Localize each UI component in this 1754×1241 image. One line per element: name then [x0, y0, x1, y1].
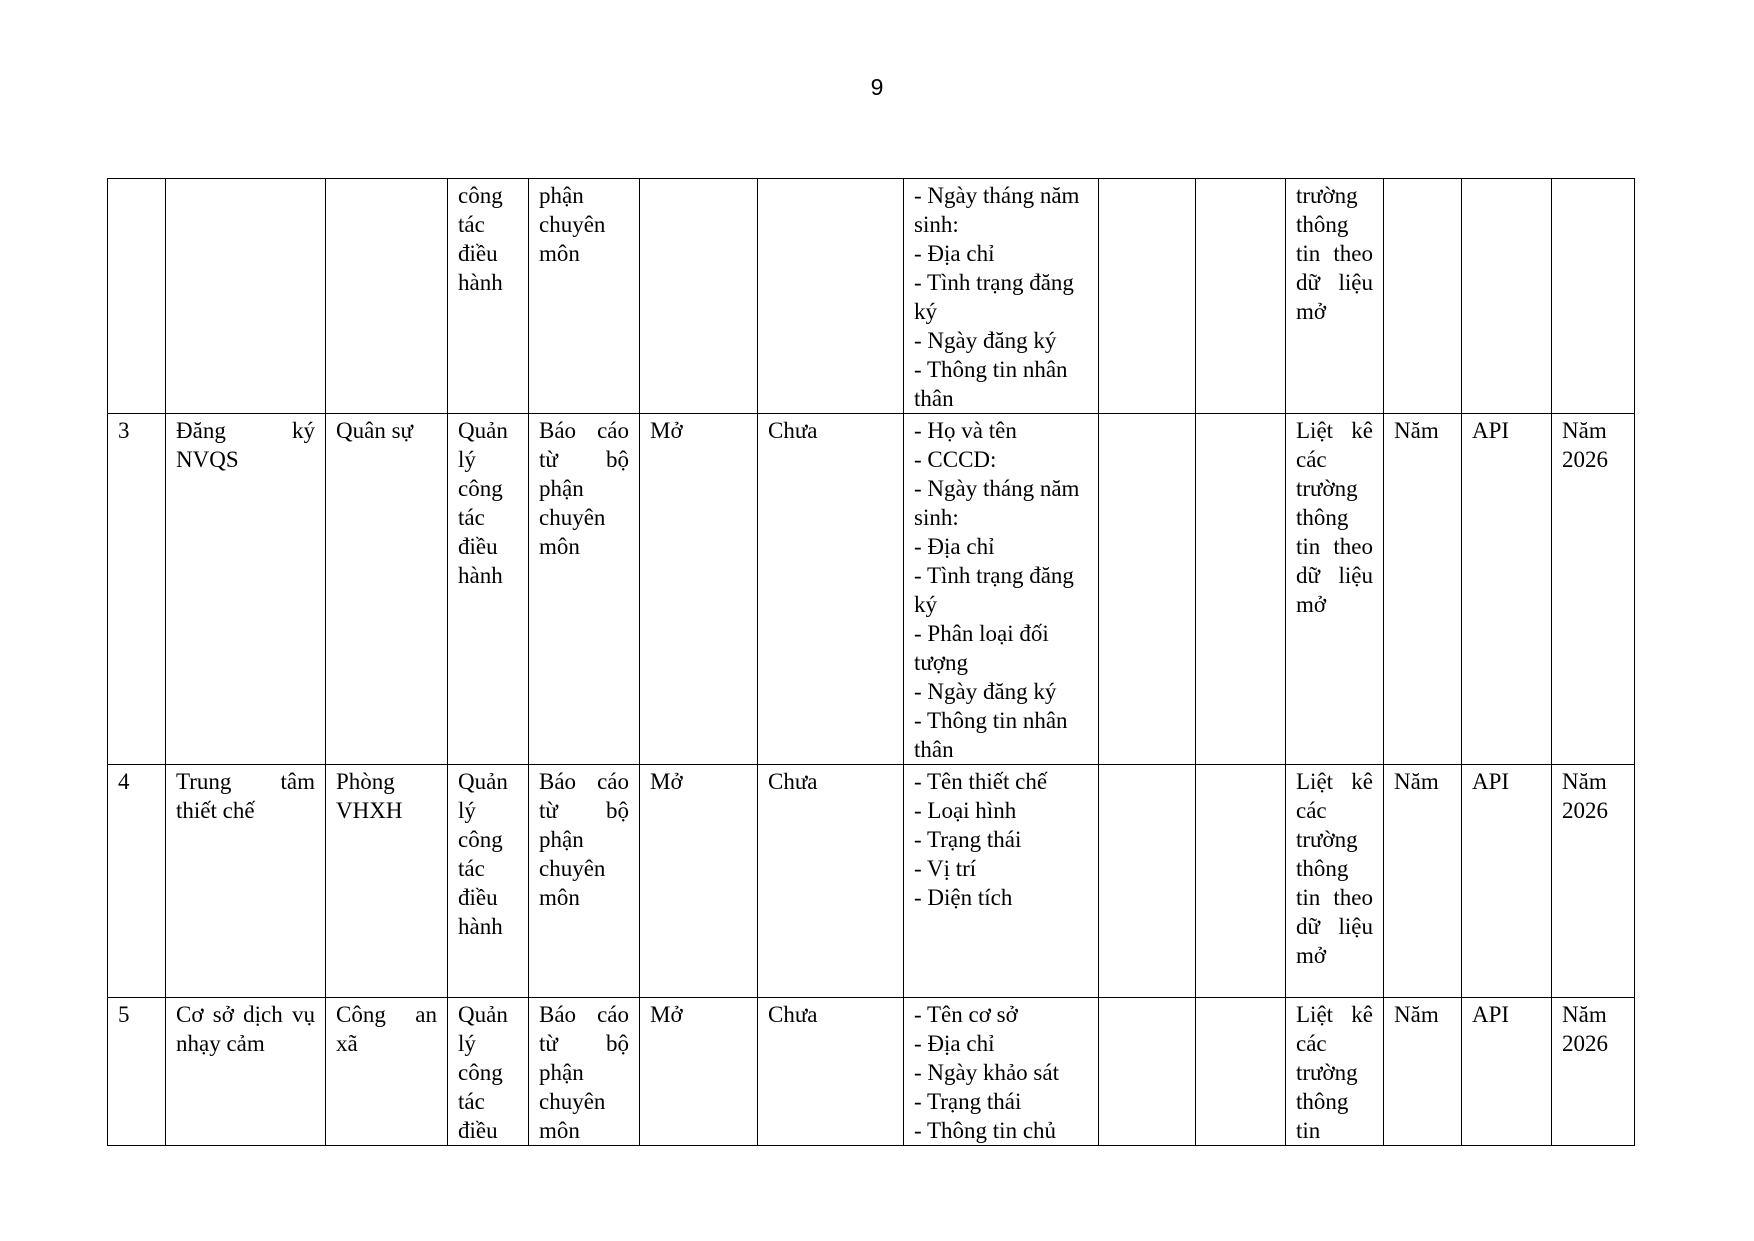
cell-nguon: phận chuyên môn: [529, 179, 640, 414]
cell-phuong-thuc: API: [1462, 765, 1552, 998]
cell-trang-thai: Chưa: [758, 998, 904, 1146]
cell-tan-suat: Năm: [1384, 765, 1462, 998]
cell-truong-thong-tin: - Tên cơ sở - Địa chỉ - Ngày khảo sát - Trạng thái - Thông tin chủ: [904, 998, 1099, 1146]
cell-don-vi: Phòng VHXH: [326, 765, 448, 998]
cell-blank-9: [1099, 998, 1196, 1146]
cell-phuong-thuc: [1462, 179, 1552, 414]
cell-stt: 3: [108, 414, 166, 765]
page-number: 9: [870, 74, 884, 100]
cell-ten: Đăng ký NVQS: [166, 414, 326, 765]
cell-thoi-gian: [1552, 179, 1635, 414]
cell-don-vi: [326, 179, 448, 414]
cell-stt: 4: [108, 765, 166, 998]
cell-phuong-thuc: API: [1462, 414, 1552, 765]
cell-truong-thong-tin: - Ngày tháng năm sinh: - Địa chỉ - Tình trạng đăng ký - Ngày đăng ký - Thông tin nhân thân: [904, 179, 1099, 414]
cell-thoi-gian: Năm 2026: [1552, 765, 1635, 998]
cell-nguon: Báo cáo từ bộ phận chuyên môn: [529, 765, 640, 998]
cell-loai: Mở: [640, 998, 758, 1146]
table-row: [108, 179, 1635, 414]
cell-blank-9: [1099, 765, 1196, 998]
cell-mo-ta: Liệt kê các trường thông tin theo dữ liệu mở: [1286, 414, 1384, 765]
cell-ten: Trung tâm thiết chế: [166, 765, 326, 998]
cell-trang-thai: Chưa: [758, 765, 904, 998]
cell-trang-thai: Chưa: [758, 414, 904, 765]
data-catalog-table: [107, 178, 1635, 1146]
cell-stt: [108, 179, 166, 414]
table-row: [108, 414, 1635, 765]
cell-blank-10: [1196, 765, 1286, 998]
cell-loai: [640, 179, 758, 414]
cell-muc-dich: Quản lý công tác điều hành: [448, 414, 529, 765]
cell-don-vi: Quân sự: [326, 414, 448, 765]
cell-loai: Mở: [640, 414, 758, 765]
cell-blank-10: [1196, 998, 1286, 1146]
cell-tan-suat: [1384, 179, 1462, 414]
cell-blank-10: [1196, 414, 1286, 765]
cell-tan-suat: Năm: [1384, 998, 1462, 1146]
cell-blank-9: [1099, 414, 1196, 765]
cell-muc-dich: Quản lý công tác điều: [448, 998, 529, 1146]
cell-truong-thong-tin: - Họ và tên - CCCD: - Ngày tháng năm sinh: - Địa chỉ - Tình trạng đăng ký - Phân loại đối tượng - Ngày đăng ký - Thông tin nhân thân: [904, 414, 1099, 765]
cell-mo-ta: trường thông tin theo dữ liệu mở: [1286, 179, 1384, 414]
cell-don-vi: Công an xã: [326, 998, 448, 1146]
cell-nguon: Báo cáo từ bộ phận chuyên môn: [529, 414, 640, 765]
table-row: [108, 765, 1635, 998]
cell-blank-10: [1196, 179, 1286, 414]
cell-thoi-gian: Năm 2026: [1552, 414, 1635, 765]
cell-nguon: Báo cáo từ bộ phận chuyên môn: [529, 998, 640, 1146]
cell-thoi-gian: Năm 2026: [1552, 998, 1635, 1146]
cell-muc-dich: công tác điều hành: [448, 179, 529, 414]
cell-loai: Mở: [640, 765, 758, 998]
cell-stt: 5: [108, 998, 166, 1146]
cell-mo-ta: Liệt kê các trường thông tin: [1286, 998, 1384, 1146]
cell-phuong-thuc: API: [1462, 998, 1552, 1146]
cell-mo-ta: Liệt kê các trường thông tin theo dữ liệu mở: [1286, 765, 1384, 998]
table-row: [108, 998, 1635, 1146]
cell-muc-dich: Quản lý công tác điều hành: [448, 765, 529, 998]
cell-ten: Cơ sở dịch vụ nhạy cảm: [166, 998, 326, 1146]
cell-ten: [166, 179, 326, 414]
cell-tan-suat: Năm: [1384, 414, 1462, 765]
cell-blank-9: [1099, 179, 1196, 414]
cell-truong-thong-tin: - Tên thiết chế - Loại hình - Trạng thái - Vị trí - Diện tích: [904, 765, 1099, 998]
cell-trang-thai: [758, 179, 904, 414]
